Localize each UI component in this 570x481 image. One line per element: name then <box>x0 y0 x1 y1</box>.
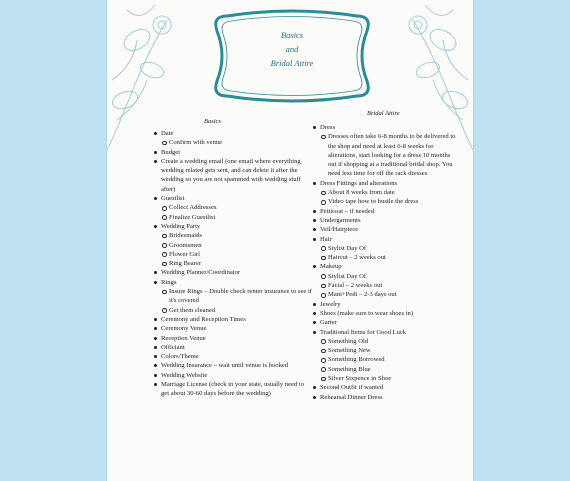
basics-item: Wedding Insurance – wait until venue is booked <box>153 361 313 370</box>
basics-item: Date <box>153 129 313 138</box>
attire-heading: Bridal Attire <box>367 110 400 117</box>
basics-item: Ring Bearer <box>153 259 313 268</box>
attire-item: Garter <box>312 318 460 327</box>
basics-item: Create a wedding email (one email where everything wedding related gets sent, and can delete it after the wedding so you are not spammed with wedding stuff after) <box>153 157 313 194</box>
attire-item: Petticoat – if needed <box>312 207 460 216</box>
basics-item: Rings <box>153 278 313 287</box>
attire-item: Stylist Day Of <box>312 244 460 253</box>
basics-item: Ceremony and Reception Times <box>153 315 313 324</box>
attire-item: Dresses often take 6-8 months to be delivered to the shop and need at least 6-8 weeks for alterations, start looking for a dress 10 months out if shopping at a traditional bridal shop. You need less time for off the rack dresses <box>312 132 460 178</box>
attire-item: Jewelry <box>312 300 460 309</box>
basics-item: Insure Rings – Double check renter insurance to see if it's covered <box>153 287 313 306</box>
basics-item: Wedding Planner/Coordinator <box>153 268 313 277</box>
basics-item: Collect Addresses <box>153 203 313 212</box>
attire-item: Dress <box>312 123 460 132</box>
frame-title-line2: and <box>285 44 299 54</box>
basics-item: Finalize Guestlist <box>153 213 313 222</box>
attire-item: Veil/Hairpiece <box>312 225 460 234</box>
attire-item: Something Borrowed <box>312 355 460 364</box>
basics-item: Confirm with venue <box>153 138 313 147</box>
attire-item: Stylist Day Of <box>312 272 460 281</box>
attire-item: Makeup <box>312 262 460 271</box>
attire-item: Dress Fittings and alterations <box>312 179 460 188</box>
basics-item: Ceremony Venue <box>153 324 313 333</box>
checklist-page <box>107 0 473 481</box>
attire-item: Undergarments <box>312 216 460 225</box>
attire-item: Hair <box>312 235 460 244</box>
frame-title <box>207 28 377 70</box>
basics-item: Wedding Website <box>153 371 313 380</box>
attire-item: Mani+Pedi – 2-3 days out <box>312 290 460 299</box>
basics-item: Officiant <box>153 343 313 352</box>
frame-title-line3: Bridal Attire <box>270 58 314 68</box>
basics-item: Reception Venue <box>153 334 313 343</box>
basics-heading: Basics <box>204 118 221 125</box>
attire-item: Something Blue <box>312 365 460 374</box>
attire-item: Facial – 2 weeks out <box>312 281 460 290</box>
basics-item: Colors/Theme <box>153 352 313 361</box>
basics-list <box>153 129 313 399</box>
attire-item: Silver Sixpence in Shoe <box>312 374 460 383</box>
basics-item: Flower Girl <box>153 250 313 259</box>
attire-item: Rehearsal Dinner Dress <box>312 393 460 402</box>
basics-item: Marriage License (check in your state, usually need to get about 30-60 days before the wedding) <box>153 380 313 399</box>
attire-list <box>312 123 460 402</box>
basics-item: Groomsmen <box>153 241 313 250</box>
attire-item: Something New <box>312 346 460 355</box>
basics-item: Get them cleaned <box>153 306 313 315</box>
basics-item: Budget <box>153 148 313 157</box>
attire-item: Traditional Items for Good Luck <box>312 328 460 337</box>
attire-item: Second Outfit if wanted <box>312 383 460 392</box>
attire-item: Haircut – 2 weeks out <box>312 253 460 262</box>
floral-corner-left <box>107 0 187 150</box>
basics-item: Guestlist <box>153 194 313 203</box>
attire-item: About 8 weeks from date <box>312 188 460 197</box>
basics-item: Wedding Party <box>153 222 313 231</box>
attire-item: Something Old <box>312 337 460 346</box>
frame-title-line1: Basics <box>280 30 304 40</box>
attire-item: Video tape how to bustle the dress <box>312 197 460 206</box>
attire-item: Shoes (make sure to wear shoes in) <box>312 309 460 318</box>
basics-item: Bridesmaids <box>153 231 313 240</box>
